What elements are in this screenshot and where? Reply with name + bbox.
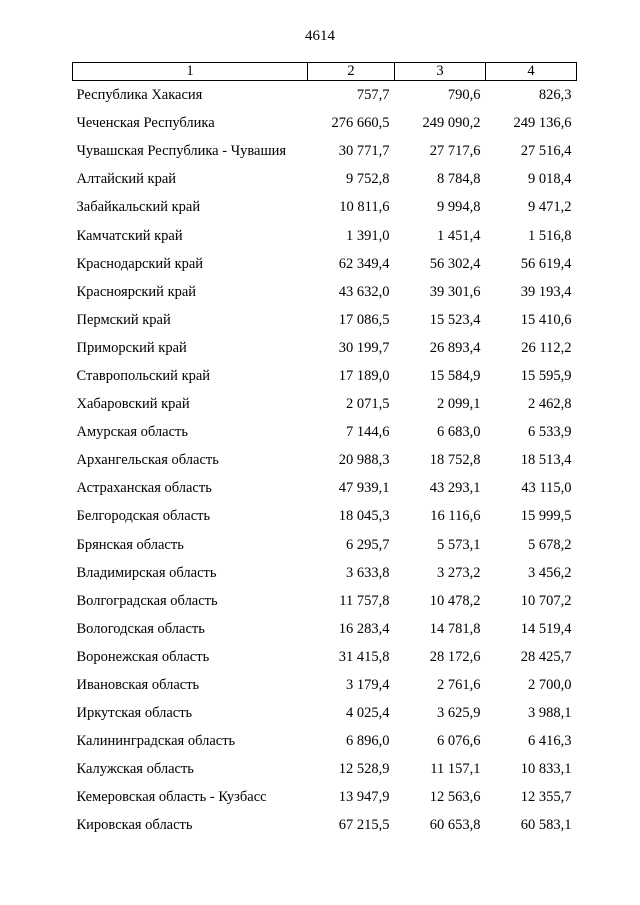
value-cell-col2: 16 283,4 — [338, 620, 390, 637]
table-row — [73, 193, 577, 221]
region-name-cell: Брянская область — [76, 536, 184, 553]
value-cell-col2: 11 757,8 — [339, 592, 390, 609]
value-cell-col4: 3 456,2 — [528, 564, 572, 581]
column-header-2: 2 — [308, 63, 395, 81]
value-cell-col3: 3 273,2 — [437, 564, 481, 581]
region-name-cell: Амурская область — [76, 424, 188, 441]
value-cell-col3: 28 172,6 — [429, 648, 481, 665]
value-cell-col3: 14 781,8 — [429, 620, 481, 637]
table-row — [73, 615, 577, 643]
table-row — [73, 390, 577, 418]
value-cell-col2: 6 896,0 — [346, 733, 390, 750]
value-cell-col4: 15 410,6 — [520, 311, 572, 328]
value-cell-col4: 6 416,3 — [528, 733, 572, 750]
value-cell-col3: 27 717,6 — [429, 143, 481, 160]
value-cell-col2: 30 199,7 — [338, 339, 390, 356]
region-name-cell: Воронежская область — [76, 648, 210, 665]
value-cell-col4: 9 471,2 — [528, 199, 572, 216]
column-header-4: 4 — [486, 63, 577, 81]
value-cell-col2: 43 632,0 — [338, 283, 390, 300]
value-cell-col4: 10 833,1 — [520, 761, 572, 778]
region-name-cell: Астраханская область — [76, 480, 212, 497]
region-name-cell: Калужская область — [76, 761, 194, 778]
table-row — [73, 559, 577, 587]
value-cell-col4: 5 678,2 — [528, 536, 572, 553]
value-cell-col3: 15 584,9 — [429, 367, 481, 384]
table-row — [73, 671, 577, 699]
value-cell-col2: 31 415,8 — [338, 648, 390, 665]
value-cell-col2: 67 215,5 — [338, 817, 390, 834]
region-name-cell: Пермский край — [76, 311, 171, 328]
region-name-cell: Республика Хакасия — [76, 87, 203, 104]
value-cell-col3: 3 625,9 — [437, 705, 481, 722]
table-row — [73, 531, 577, 559]
value-cell-col4: 28 425,7 — [520, 648, 572, 665]
table-row — [73, 446, 577, 474]
value-cell-col2: 2 071,5 — [346, 396, 390, 413]
value-cell-col2: 6 295,7 — [346, 536, 390, 553]
table-row — [73, 137, 577, 165]
value-cell-col2: 13 947,9 — [338, 789, 390, 806]
value-cell-col2: 3 633,8 — [346, 564, 390, 581]
value-cell-col4: 2 700,0 — [528, 677, 572, 694]
value-cell-col2: 47 939,1 — [338, 480, 390, 497]
value-cell-col3: 18 752,8 — [429, 452, 481, 469]
value-cell-col3: 16 116,6 — [430, 508, 481, 525]
table-row — [73, 587, 577, 615]
region-name-cell: Алтайский край — [76, 171, 177, 188]
value-cell-col2: 7 144,6 — [346, 424, 390, 441]
table-row — [73, 755, 577, 783]
value-cell-col3: 249 090,2 — [422, 115, 481, 132]
table-row — [73, 221, 577, 249]
region-name-cell: Владимирская область — [76, 564, 217, 581]
value-cell-col2: 20 988,3 — [338, 452, 390, 469]
value-cell-col3: 790,6 — [447, 87, 481, 104]
table-row — [73, 81, 577, 110]
value-cell-col3: 11 157,1 — [430, 761, 481, 778]
table-row — [73, 362, 577, 390]
region-name-cell: Чувашская Республика - Чувашия — [76, 143, 287, 160]
value-cell-col3: 10 478,2 — [429, 592, 481, 609]
table-row — [73, 699, 577, 727]
value-cell-col3: 8 784,8 — [437, 171, 481, 188]
value-cell-col4: 12 355,7 — [520, 789, 572, 806]
region-name-cell: Кировская область — [76, 817, 193, 834]
region-name-cell: Иркутская область — [76, 705, 193, 722]
value-cell-col2: 1 391,0 — [346, 227, 390, 244]
table-row — [73, 250, 577, 278]
region-name-cell: Вологодская область — [76, 620, 205, 637]
region-name-cell: Белгородская область — [76, 508, 211, 525]
value-cell-col3: 26 893,4 — [429, 339, 481, 356]
table-row — [73, 783, 577, 811]
value-cell-col4: 26 112,2 — [521, 339, 572, 356]
data-table — [72, 62, 577, 840]
region-name-cell: Архангельская область — [76, 452, 219, 469]
value-cell-col3: 6 683,0 — [437, 424, 481, 441]
region-name-cell: Чеченская Республика — [76, 115, 215, 132]
table-row — [73, 811, 577, 839]
region-name-cell: Волгоградская область — [76, 592, 218, 609]
value-cell-col2: 12 528,9 — [338, 761, 390, 778]
value-cell-col4: 43 115,0 — [521, 480, 572, 497]
value-cell-col3: 39 301,6 — [429, 283, 481, 300]
region-name-cell: Камчатский край — [76, 227, 183, 244]
value-cell-col2: 4 025,4 — [346, 705, 390, 722]
value-cell-col4: 15 595,9 — [520, 367, 572, 384]
value-cell-col2: 3 179,4 — [346, 677, 390, 694]
value-cell-col4: 27 516,4 — [520, 143, 572, 160]
table-row — [73, 474, 577, 502]
table-row — [73, 109, 577, 137]
value-cell-col2: 18 045,3 — [338, 508, 390, 525]
value-cell-col3: 5 573,1 — [437, 536, 481, 553]
value-cell-col4: 56 619,4 — [520, 255, 572, 272]
value-cell-col2: 276 660,5 — [331, 115, 390, 132]
value-cell-col4: 14 519,4 — [520, 620, 572, 637]
table-row — [73, 306, 577, 334]
value-cell-col4: 60 583,1 — [520, 817, 572, 834]
value-cell-col4: 39 193,4 — [520, 283, 572, 300]
value-cell-col3: 1 451,4 — [437, 227, 481, 244]
region-name-cell: Красноярский край — [76, 283, 197, 300]
region-name-cell: Краснодарский край — [76, 255, 204, 272]
value-cell-col3: 15 523,4 — [429, 311, 481, 328]
column-header-3: 3 — [395, 63, 486, 81]
value-cell-col2: 10 811,6 — [339, 199, 390, 216]
region-name-cell: Кемеровская область - Кузбасс — [76, 789, 267, 806]
table-row — [73, 502, 577, 530]
value-cell-col4: 18 513,4 — [520, 452, 572, 469]
table-header-row — [73, 63, 577, 81]
value-cell-col3: 9 994,8 — [437, 199, 481, 216]
value-cell-col3: 60 653,8 — [429, 817, 481, 834]
value-cell-col4: 6 533,9 — [528, 424, 572, 441]
value-cell-col4: 3 988,1 — [528, 705, 572, 722]
value-cell-col2: 17 189,0 — [338, 367, 390, 384]
value-cell-col2: 30 771,7 — [338, 143, 390, 160]
value-cell-col3: 12 563,6 — [429, 789, 481, 806]
region-name-cell: Ставропольский край — [76, 367, 211, 384]
table-row — [73, 278, 577, 306]
column-header-1: 1 — [73, 63, 308, 81]
table-body — [73, 81, 577, 840]
region-name-cell: Калининградская область — [76, 733, 236, 750]
region-name-cell: Забайкальский край — [76, 199, 201, 216]
value-cell-col2: 17 086,5 — [338, 311, 390, 328]
value-cell-col2: 9 752,8 — [346, 171, 390, 188]
page-number: 4614 — [305, 28, 335, 44]
value-cell-col2: 62 349,4 — [338, 255, 390, 272]
table-row — [73, 165, 577, 193]
region-name-cell: Ивановская область — [76, 677, 200, 694]
value-cell-col3: 2 761,6 — [437, 677, 481, 694]
table-row — [73, 418, 577, 446]
value-cell-col4: 10 707,2 — [520, 592, 572, 609]
value-cell-col3: 2 099,1 — [437, 396, 481, 413]
value-cell-col4: 1 516,8 — [528, 227, 572, 244]
table-row — [73, 334, 577, 362]
value-cell-col4: 249 136,6 — [513, 115, 572, 132]
value-cell-col4: 15 999,5 — [520, 508, 572, 525]
value-cell-col3: 43 293,1 — [429, 480, 481, 497]
value-cell-col4: 2 462,8 — [528, 396, 572, 413]
region-name-cell: Хабаровский край — [76, 396, 190, 413]
table-row — [73, 643, 577, 671]
region-name-cell: Приморский край — [76, 339, 187, 356]
value-cell-col4: 9 018,4 — [528, 171, 572, 188]
table-row — [73, 727, 577, 755]
value-cell-col3: 56 302,4 — [429, 255, 481, 272]
value-cell-col4: 826,3 — [538, 87, 572, 104]
value-cell-col2: 757,7 — [356, 87, 390, 104]
value-cell-col3: 6 076,6 — [437, 733, 481, 750]
